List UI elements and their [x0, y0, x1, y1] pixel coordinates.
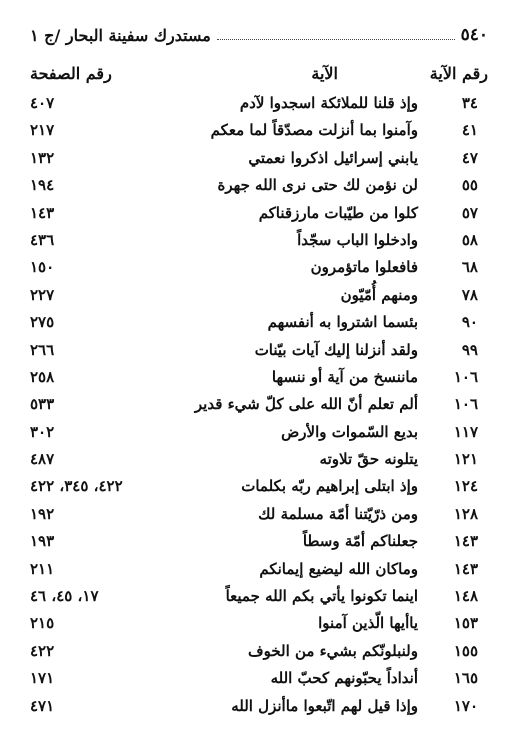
ayah-text: يابني إسرائيل اذكروا نعمتي — [248, 148, 418, 167]
page-ref: ٢٦٦ — [30, 340, 55, 359]
index-row — [30, 286, 488, 313]
page-ref: ٢١٥ — [30, 614, 55, 633]
page-ref: ٢٢٧ — [30, 285, 55, 304]
ayah-text: ولنبلونّكم بشيء من الخوف — [248, 641, 418, 660]
ayah-number: ٩٠ — [461, 313, 478, 332]
page-ref: ١٤٣ — [30, 203, 55, 222]
ayah-text: وادخلوا الباب سجّداً — [297, 230, 418, 249]
ayah-number: ١١٧ — [453, 422, 478, 441]
ayah-text: بئسما اشتروا به أنفسهم — [267, 313, 418, 332]
ayah-text: أنداداً يحبّونهم كحبّ الله — [270, 669, 418, 688]
index-row — [30, 94, 488, 121]
index-row — [30, 341, 488, 368]
index-row — [30, 121, 488, 148]
ayah-number: ١٥٥ — [453, 641, 478, 660]
index-row — [30, 204, 488, 231]
page-number: ٥٤٠ — [460, 25, 488, 45]
ayah-text: ألم تعلم أنّ الله على كلّ شيء قدير — [194, 395, 418, 414]
page-ref: ٤٨٧ — [30, 450, 55, 469]
index-row — [30, 231, 488, 258]
ayah-text: لن نؤمن لك حتى نرى الله جهرة — [217, 176, 418, 195]
ayah-text: يتلونه حقّ تلاوته — [319, 450, 418, 469]
index-row — [30, 423, 488, 450]
index-row — [30, 368, 488, 395]
page-ref: ٤٧١ — [30, 696, 55, 715]
page-ref: ٤٢٢، ٣٤٥، ٤٢٢ — [30, 477, 123, 496]
index-row — [30, 697, 488, 724]
page-ref: ٢٧٥ — [30, 313, 55, 332]
ayah-text: ماننسخ من آية أو ننسها — [271, 367, 418, 386]
ayah-text: وإذ ابتلى إبراهيم ربّه بكلمات — [241, 477, 418, 496]
page-ref: ٣٠٢ — [30, 422, 55, 441]
page-ref: ٢١١ — [30, 559, 55, 578]
index-row — [30, 560, 488, 587]
ayah-number-header: رقم الآية — [429, 64, 488, 83]
ayah-number: ١٤٨ — [453, 587, 478, 606]
ayah-number: ٤٧ — [461, 148, 478, 167]
page-ref: ١٧، ٤٥، ٤٦ — [30, 587, 99, 606]
ayah-text: كلوا من طيّبات مارزقناكم — [258, 203, 418, 222]
index-row — [30, 642, 488, 669]
page-ref: ٢١٧ — [30, 121, 55, 140]
page-ref: ٤٢٢ — [30, 641, 55, 660]
ayah-number: ٥٥ — [461, 176, 478, 195]
ayah-number: ٩٩ — [461, 340, 478, 359]
index-table — [30, 94, 488, 724]
ayah-text: اينما تكونوا يأتي بكم الله جميعاً — [225, 587, 418, 606]
index-row — [30, 149, 488, 176]
ayah-number: ١٥٣ — [453, 614, 478, 633]
ayah-number: ٦٨ — [461, 258, 478, 277]
ayah-number: ٣٤ — [461, 94, 478, 112]
index-row — [30, 669, 488, 696]
page-ref: ٥٣٣ — [30, 395, 55, 414]
index-row — [30, 614, 488, 641]
index-row — [30, 450, 488, 477]
index-row — [30, 176, 488, 203]
running-title: مستدرك سفينة البحار /ج ١ — [30, 25, 211, 45]
ayah-header: الآية — [311, 64, 338, 83]
ayah-text: جعلناكم أمّة وسطاً — [302, 532, 418, 551]
ayah-number: ١٠٦ — [453, 395, 478, 414]
ayah-text: ولقد أنزلنا إليك آيات بيّنات — [254, 340, 418, 359]
page-ref: ١٧١ — [30, 669, 55, 688]
ayah-number: ١٦٥ — [453, 669, 478, 688]
ayah-text: وإذ قلنا للملائكة اسجدوا لآدم — [239, 94, 418, 112]
ayah-text: وإذا قيل لهم اتّبعوا ماأنزل الله — [231, 696, 418, 715]
ayah-number: ٧٨ — [461, 285, 478, 304]
ayah-text: بديع السّموات والأرض — [281, 422, 418, 441]
index-row — [30, 505, 488, 532]
index-row — [30, 587, 488, 614]
dotted-leader — [217, 31, 455, 40]
ayah-number: ١٢٨ — [453, 504, 478, 523]
page-ref: ٢٥٨ — [30, 367, 55, 386]
ayah-text: وماكان الله ليضيع إيمانكم — [259, 559, 418, 578]
page-ref: ١٩٣ — [30, 532, 55, 551]
index-row — [30, 395, 488, 422]
column-headers — [30, 64, 488, 88]
ayah-number: ٥٨ — [461, 230, 478, 249]
ayah-number: ٤١ — [461, 121, 478, 140]
ayah-text: وآمنوا بما أنزلت مصدّقاً لما معكم — [210, 121, 418, 140]
ayah-number: ١٧٠ — [453, 696, 478, 715]
ayah-text: ياأيها الّذين آمنوا — [318, 614, 418, 633]
ayah-text: ومن ذرّيّتنا أمّة مسلمة لك — [258, 504, 418, 523]
page-number-header: رقم الصفحة — [30, 64, 112, 83]
index-row — [30, 477, 488, 504]
ayah-number: ١٢٤ — [453, 477, 478, 496]
ayah-number: ١٠٦ — [453, 367, 478, 386]
index-row — [30, 258, 488, 285]
ayah-text: ومنهم أُمّيّون — [340, 285, 418, 304]
page-ref: ١٩٢ — [30, 504, 55, 523]
index-row — [30, 313, 488, 340]
ayah-text: فافعلوا ماتؤمرون — [310, 258, 418, 277]
index-row — [30, 532, 488, 559]
page-ref: ١٩٤ — [30, 176, 55, 195]
page-ref: ٤٣٦ — [30, 230, 55, 249]
ayah-number: ١٤٣ — [453, 532, 478, 551]
page-ref: ١٥٠ — [30, 258, 55, 277]
ayah-number: ١٤٣ — [453, 559, 478, 578]
page-ref: ٤٠٧ — [30, 94, 55, 112]
page-ref: ١٣٢ — [30, 148, 55, 167]
ayah-number: ١٢١ — [453, 450, 478, 469]
page-header — [30, 22, 488, 48]
ayah-number: ٥٧ — [461, 203, 478, 222]
